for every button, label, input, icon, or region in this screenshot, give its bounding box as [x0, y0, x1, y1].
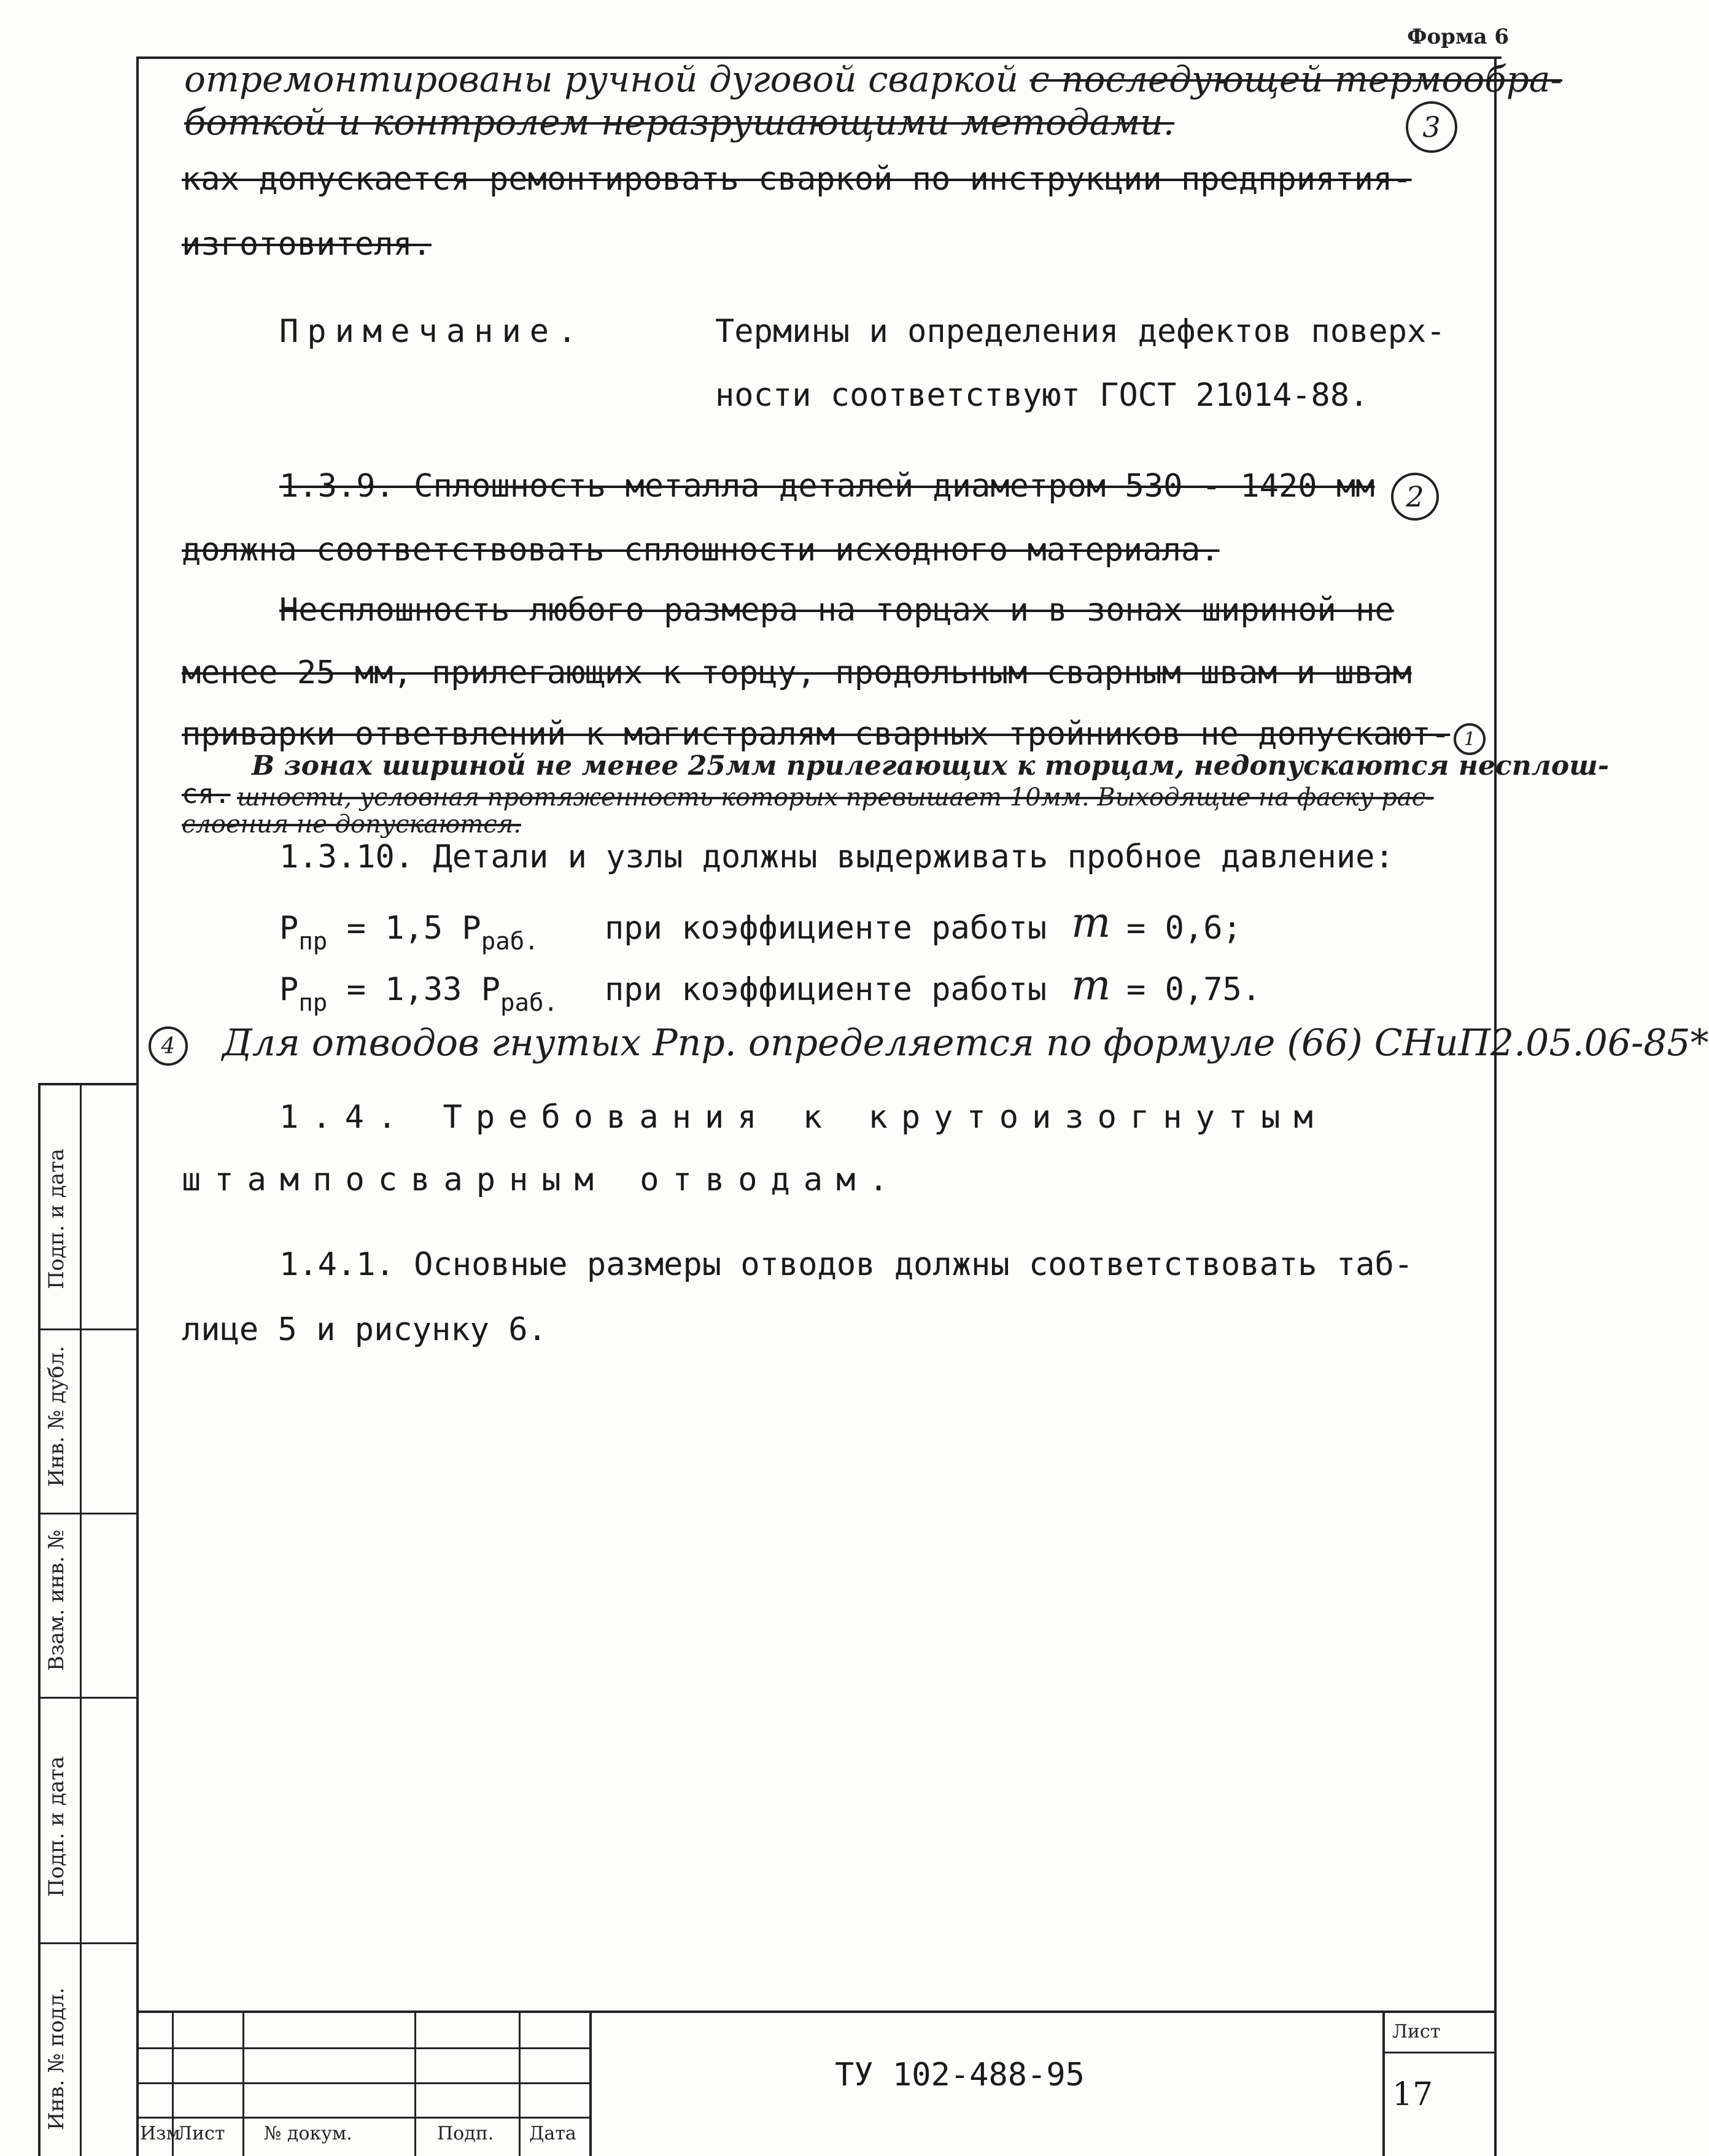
side-stamp-inner — [80, 1083, 82, 2156]
tb-sheet-sep — [1382, 2052, 1497, 2053]
section-139-line-5: приварки ответвлений к магистралям сварных тройников не допускают- — [182, 716, 1451, 753]
tb-row-3 — [136, 2117, 591, 2119]
section-139-line-2: должна соответствовать сплошности исходного материала. — [182, 532, 1220, 568]
side-stamp-sep-1 — [38, 1328, 138, 1330]
revision-mark-3: 3 — [1406, 101, 1457, 153]
section-139-line-6: ся. — [182, 778, 231, 810]
formula-1-mid: = 1,5 Р — [327, 910, 481, 947]
revision-mark-4: 4 — [149, 1026, 188, 1066]
section-1310-line-1: 1.3.10. Детали и узлы должны выдерживать пробное давление: — [279, 839, 1394, 875]
side-stamp-sep-3 — [38, 1697, 138, 1699]
section-14-heading-1: 1.4. Требования к крутоизогнутым — [279, 1099, 1327, 1136]
tb-col-podp: Подп. — [437, 2123, 494, 2144]
formula-2-mid-sub: раб. — [500, 989, 558, 1017]
section-139-line-3: Несплошность любого размера на торцах и в зонах шириной не — [279, 592, 1394, 629]
tb-top — [136, 2011, 1497, 2013]
section-1310-hand-note: Для отводов гнутых Рпр. определяется по формуле (66) СНиП2.05.06-85* — [222, 1022, 1709, 1064]
struck-line-2: изготовителя. — [182, 226, 432, 263]
tb-col-doc: № докум. — [264, 2123, 352, 2144]
struck-line-1: ках допускается ремонтировать сваркой по инструкции предприятия- — [182, 161, 1412, 198]
section-141-line-2: лице 5 и рисунку 6. — [182, 1311, 547, 1348]
revision-mark-2: 2 — [1391, 473, 1439, 521]
section-139-line-4: менее 25 мм, прилегающих к торцу, продольным сварным швам и швам — [182, 654, 1412, 691]
side-field-3: Взам. инв. № — [44, 1529, 69, 1671]
doc-code: ТУ 102-488-95 — [835, 2057, 1085, 2093]
section-139-line-1: 1.3.9. Сплошность металла деталей диаметром 530 - 1420 мм — [279, 468, 1375, 505]
tb-col-3 — [414, 2011, 416, 2156]
note-text-2: ности соответствуют ГОСТ 21014-88. — [715, 377, 1369, 414]
section-141-line-1: 1.4.1. Основные размеры отводов должны соответствовать таб- — [279, 1246, 1414, 1283]
formula-1-m: m — [1071, 899, 1111, 947]
tb-col-list: Лист — [177, 2123, 225, 2144]
side-stamp-top — [38, 1083, 138, 1085]
handwritten-line-1 — [184, 58, 1562, 100]
side-stamp-outer-left — [38, 1083, 41, 2156]
section-139-hand-1: В зонах шириной не менее 25мм прилегающих к торцам, недопускаются несплош- — [252, 750, 1610, 781]
tb-col-data: Дата — [529, 2123, 576, 2144]
formula-2-m: m — [1071, 961, 1111, 1010]
formula-2-p-sub: пр — [298, 989, 328, 1017]
tb-col-5 — [589, 2011, 592, 2156]
frame-right — [1494, 56, 1497, 2156]
formula-2 — [279, 971, 558, 1017]
note-text-1: Термины и определения дефектов поверх- — [715, 313, 1446, 350]
side-stamp-sep-4 — [38, 1942, 138, 1944]
revision-mark-1: 1 — [1454, 723, 1486, 755]
tb-col-4 — [519, 2011, 521, 2156]
frame-left — [136, 56, 139, 2156]
section-139-hand-3: слоения не допускаются. — [182, 810, 521, 839]
note-label: Примечание. — [279, 313, 586, 350]
side-field-1: Подп. и дата — [44, 1148, 69, 1289]
formula-2-p: Р — [279, 971, 299, 1008]
side-stamp-sep-2 — [38, 1513, 138, 1514]
section-14-heading-2: штампосварным отводам. — [182, 1161, 902, 1198]
handwritten-struck-1: с последующей термообра- — [1029, 58, 1563, 100]
formula-1-value: = 0,6; — [1126, 910, 1242, 947]
tb-col-2 — [242, 2011, 244, 2156]
form-label: Форма 6 — [1407, 25, 1509, 49]
tb-col-6 — [1382, 2011, 1385, 2156]
handwritten-line-2: боткой и контролем неразрушающими методами. — [184, 101, 1175, 143]
formula-1-p-sub: пр — [298, 928, 328, 956]
formula-1-p: Р — [279, 910, 299, 947]
tb-row-2 — [136, 2082, 591, 2084]
formula-2-mid: = 1,33 Р — [327, 971, 501, 1008]
tb-sheet-number: 17 — [1392, 2076, 1433, 2113]
formula-1-mid-sub: раб. — [481, 928, 539, 956]
section-139-hand-2: шности, условная протяженность которых превышает 10мм. Выходящие на фаску рас- — [237, 783, 1434, 812]
tb-col-izm: Изм — [140, 2123, 180, 2144]
formula-1-text: при коэффициенте работы — [605, 910, 1047, 947]
side-field-2: Инв. № дубл. — [44, 1346, 69, 1487]
side-field-5: Инв. № подл. — [44, 1987, 69, 2130]
tb-row-1 — [136, 2047, 591, 2049]
formula-2-text: при коэффициенте работы — [605, 971, 1047, 1008]
handwritten-plain: отремонтированы ручной дуговой сваркой — [184, 58, 1018, 100]
formula-2-value: = 0,75. — [1126, 971, 1261, 1008]
formula-1 — [279, 910, 539, 956]
tb-sheet-label: Лист — [1392, 2021, 1441, 2042]
side-field-4: Подп. и дата — [44, 1756, 69, 1897]
